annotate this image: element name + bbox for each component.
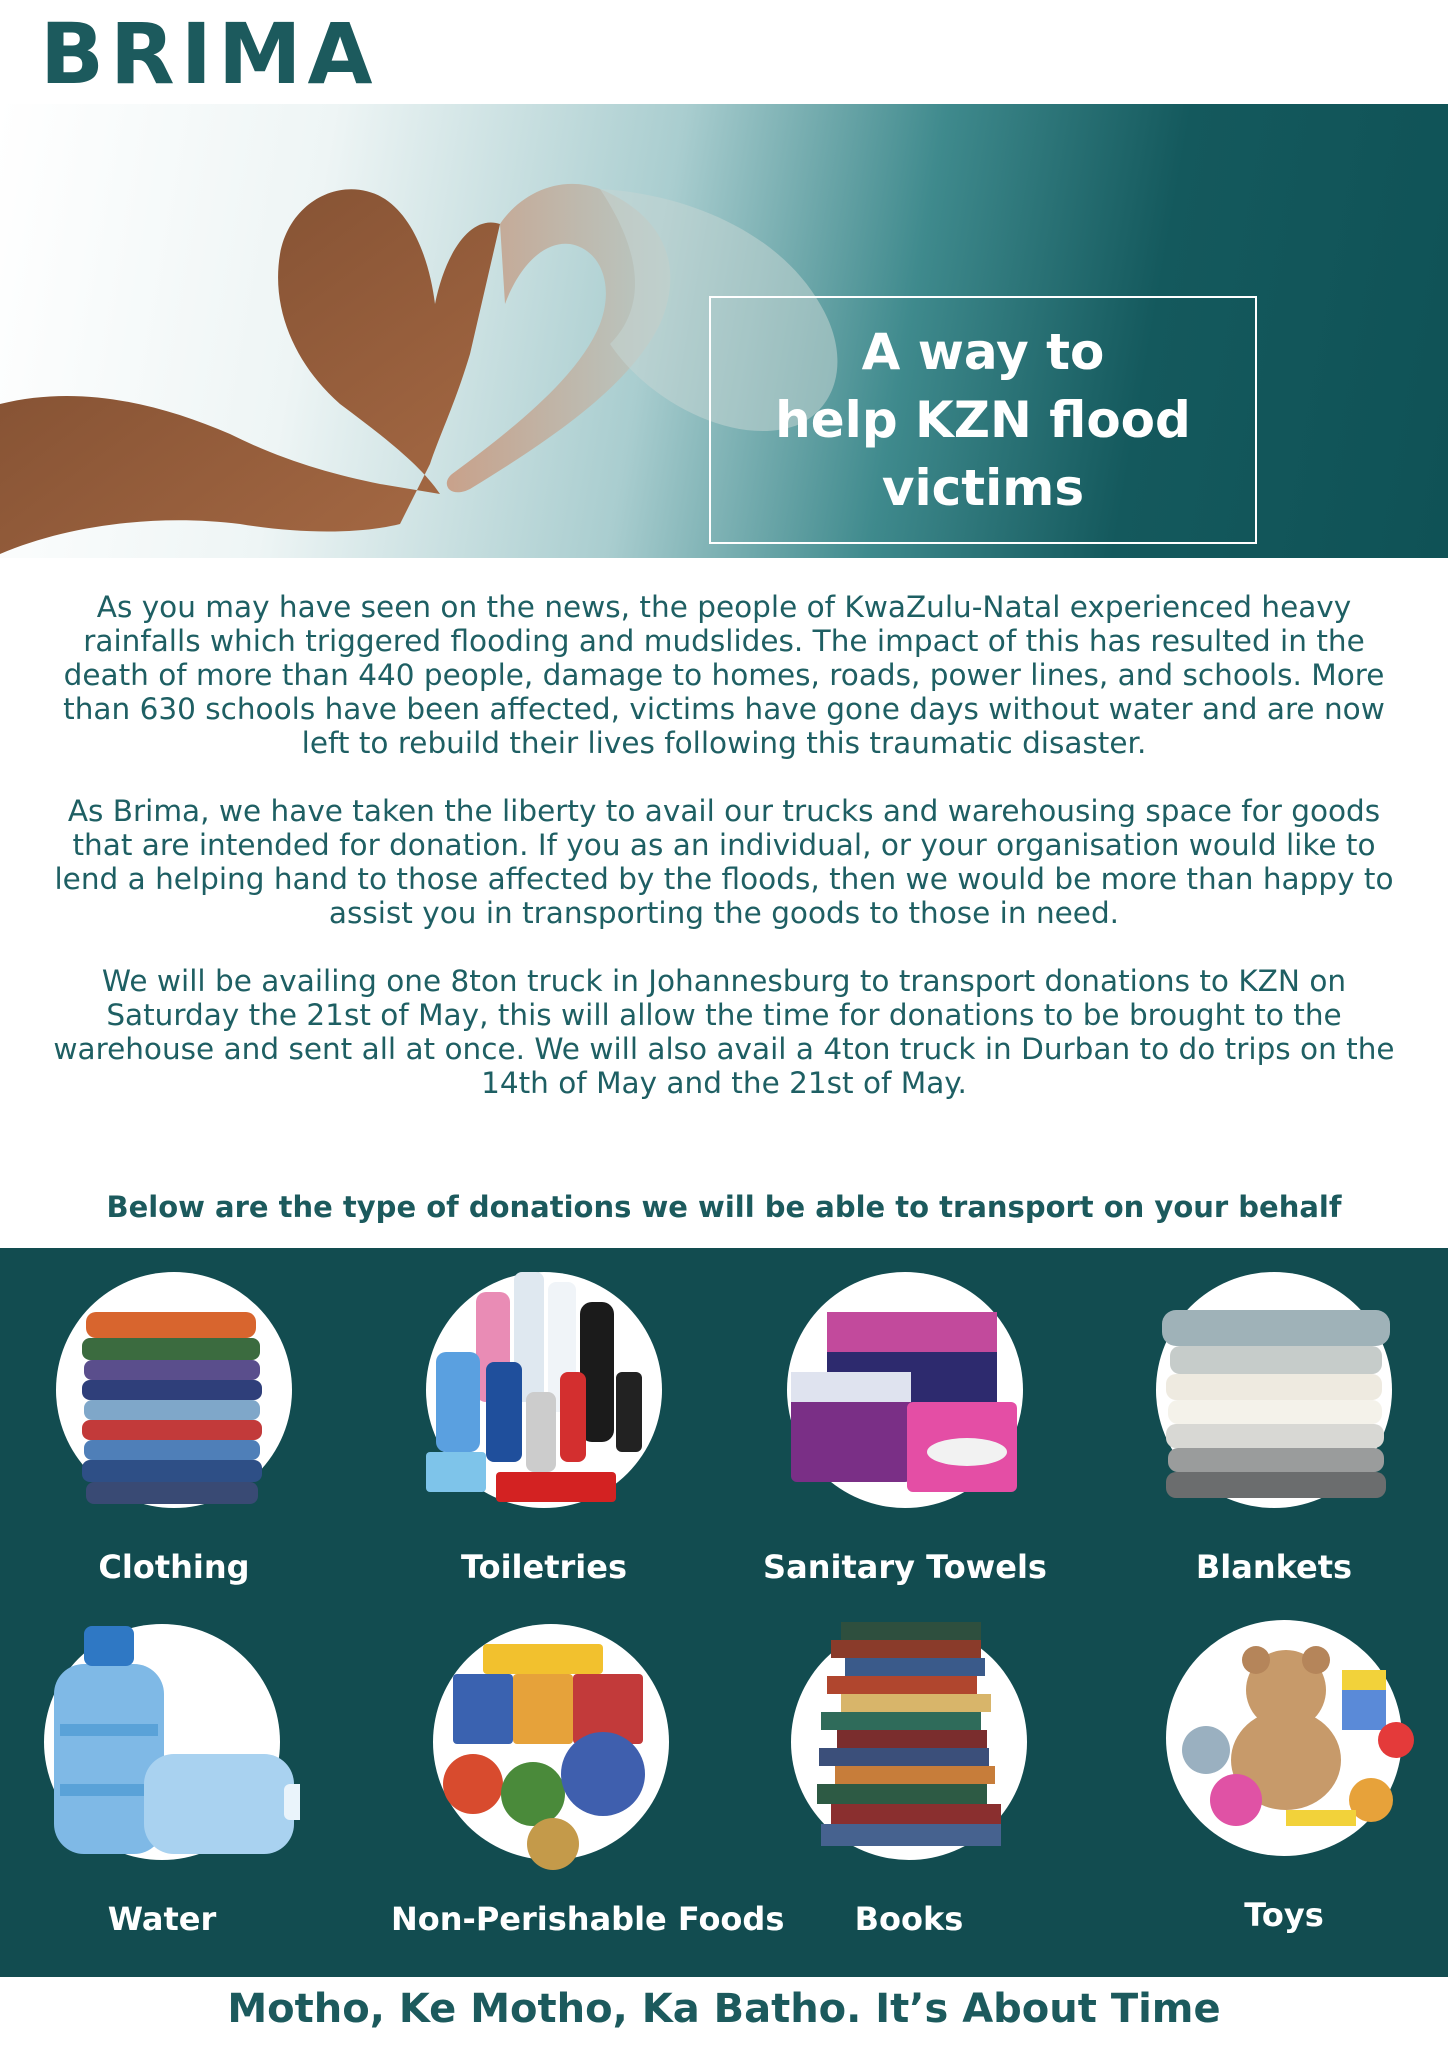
donation-label: Sanitary Towels <box>763 1548 1047 1586</box>
clothing-icon <box>36 1252 312 1528</box>
blankets-icon <box>1136 1252 1412 1528</box>
donation-item-books <box>749 1624 1069 1938</box>
donation-item-sanitary-towels <box>745 1272 1065 1586</box>
donation-item-non-perishable-foods <box>391 1624 785 1938</box>
brima-logo: BRIMA <box>40 5 379 103</box>
water-icon <box>24 1604 300 1880</box>
donation-label: Toiletries <box>461 1548 627 1586</box>
paragraph-brima-offer: As Brima, we have taken the liberty to avail our trucks and warehousing space for goods that are intended for donation. If you as an individual, or your organisation would like to lend a helping hand to those affected by the floods, then we would be more than happy to assist you in transporting the goods to those in need. <box>54 794 1394 930</box>
donation-label: Non-Perishable Foods <box>391 1900 785 1938</box>
sanitary-towels-icon <box>767 1252 1043 1528</box>
donation-item-clothing <box>14 1272 334 1586</box>
donation-item-toys <box>1124 1620 1444 1934</box>
paragraph-truck-schedule: We will be availing one 8ton truck in Johannesburg to transport donations to KZN on Saturday the 21st of May, this will allow the time for donations to be brought to the warehouse and sent all at once. We will also avail a 4ton truck in Durban to do trips on the 14th of May and the 21st of May. <box>53 964 1395 1100</box>
hero-banner <box>0 104 1448 558</box>
donations-panel <box>0 1248 1448 1977</box>
donation-item-water <box>2 1624 322 1938</box>
hero-title: A way to help KZN flood victims <box>775 323 1191 517</box>
toys-icon <box>1146 1600 1422 1876</box>
donation-item-toiletries <box>384 1272 704 1586</box>
donation-label: Blankets <box>1195 1548 1353 1586</box>
donation-label: Clothing <box>98 1548 250 1586</box>
toiletries-icon <box>406 1252 682 1528</box>
paragraph-flood-impact: As you may have seen on the news, the people of KwaZulu-Natal experienced heavy rainfalls which triggered flooding and mudslides. The impact of this has resulted in the death of more than 440 people, damage to homes, roads, power lines, and schools. More than 630 schools have been affected, victims have gone days without water and are now left to rebuild their lives following this traumatic disaster. <box>63 590 1385 760</box>
books-icon <box>771 1604 1047 1880</box>
donation-item-blankets <box>1114 1272 1434 1586</box>
donation-label: Toys <box>1244 1896 1324 1934</box>
donations-heading: Below are the type of donations we will be able to transport on your behalf <box>106 1190 1342 1224</box>
food-icon <box>413 1604 689 1880</box>
donation-label: Water <box>107 1900 217 1938</box>
body-text <box>48 590 1400 1134</box>
donation-label: Books <box>854 1900 964 1938</box>
hero-title-box <box>709 296 1257 544</box>
footer-tagline: Motho, Ke Motho, Ka Batho. It’s About Time <box>227 1986 1221 2032</box>
